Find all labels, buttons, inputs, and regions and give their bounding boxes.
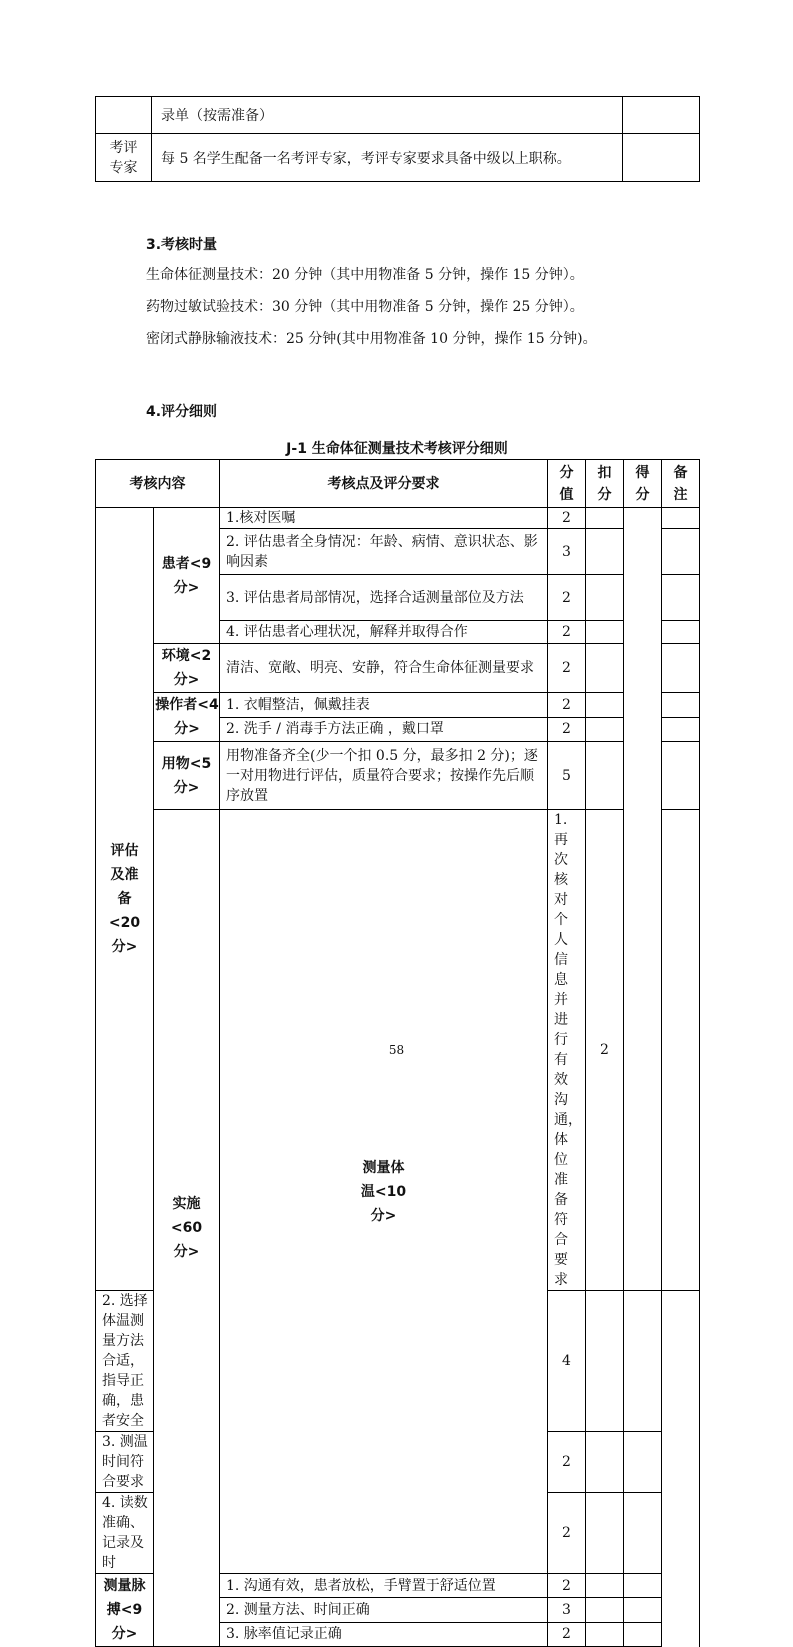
table-row	[96, 693, 700, 718]
note-cell	[662, 644, 700, 693]
item-text: 3. 测温时间符合要求	[96, 1432, 154, 1493]
table-row	[96, 97, 700, 134]
examiner-requirement: 每 5 名学生配备一名考评专家，考评专家要求具备中级以上职称。	[152, 134, 623, 182]
page-number: 58	[388, 1043, 405, 1057]
score-table-title: J-1 生命体征测量技术考核评分细则	[286, 441, 508, 457]
item-text: 2. 评估患者全身情况：年龄、病情、意识状态、影响因素	[220, 529, 548, 575]
item-score: 2	[548, 644, 586, 693]
deduct-cell	[586, 742, 624, 810]
header-note-text: 备注	[673, 464, 688, 503]
subgroup-supplies-label: 用物<5 分>	[161, 755, 212, 796]
item-text: 4. 读数准确、记录及时	[96, 1493, 154, 1574]
item-score: 3	[548, 1598, 586, 1622]
item-score: 2	[548, 1574, 586, 1598]
table-row	[96, 134, 700, 182]
item-text: 2. 选择体温测量方法合适，指导正确，患者安全	[96, 1291, 154, 1432]
deduct-cell	[586, 1291, 624, 1432]
examiner-label	[96, 134, 152, 182]
item-text: 3. 评估患者局部情况，选择合适测量部位及方法	[220, 575, 548, 621]
group-assessment-label: 评估及准备<20分>	[108, 843, 141, 955]
table-row	[96, 644, 700, 693]
item-score: 4	[548, 1291, 586, 1432]
item-score: 2	[548, 1622, 586, 1646]
header-deduct	[586, 460, 624, 508]
group-implementation	[154, 810, 220, 1647]
deduct-cell	[586, 644, 624, 693]
table-header-row	[96, 460, 700, 508]
header-content: 考核内容	[96, 460, 220, 508]
note-cell	[662, 621, 700, 644]
item-text: 清洁、宽敞、明亮、安静，符合生命体征测量要求	[220, 644, 548, 693]
item-score: 3	[548, 529, 586, 575]
exam-info-table	[95, 96, 700, 182]
header-deduct-text: 扣分	[597, 464, 612, 503]
item-score: 2	[548, 717, 586, 742]
table-row	[96, 508, 700, 529]
item-text: 用物准备齐全(少一个扣 0.5 分，最多扣 2 分)；逐一对用物进行评估，质量符合要求；按操作先后顺序放置	[220, 742, 548, 810]
item-text: 2. 洗手 / 消毒手方法正确 ，戴口罩	[220, 717, 548, 742]
subgroup-supplies	[154, 742, 220, 810]
section-heading-duration: 3.考核时量	[146, 237, 218, 253]
item-text: 1. 衣帽整洁，佩戴挂表	[220, 693, 548, 718]
note-cell	[624, 1493, 662, 1574]
note-cell	[662, 693, 700, 718]
header-points: 考核点及评分要求	[220, 460, 548, 508]
note-cell	[624, 1622, 662, 1646]
item-text: 1. 再次核对个人信息并进行有效沟通，体位准备符合要求	[548, 810, 586, 1291]
deduct-cell	[586, 575, 624, 621]
deduct-cell	[586, 1493, 624, 1574]
section-heading-scoring: 4.评分细则	[146, 404, 218, 420]
subgroup-pulse	[96, 1574, 154, 1647]
header-score-text: 分值	[559, 464, 574, 503]
item-score: 2	[548, 621, 586, 644]
duration-line: 药物过敏试验技术：30 分钟（其中用物准备 5 分钟，操作 25 分钟）。	[146, 299, 584, 315]
header-note	[662, 460, 700, 508]
deduct-cell	[586, 1622, 624, 1646]
item-score: 2	[548, 508, 586, 529]
item-score: 2	[548, 1432, 586, 1493]
empty-cell	[623, 97, 700, 134]
subgroup-operator-label: 操作者<4 分>	[155, 697, 219, 737]
item-text: 3. 脉率值记录正确	[220, 1622, 548, 1646]
note-cell	[662, 742, 700, 810]
item-score: 2	[548, 693, 586, 718]
item-text: 2. 测量方法、时间正确	[220, 1598, 548, 1622]
subgroup-pulse-label: 测量脉搏<9 分>	[103, 1578, 146, 1642]
note-cell	[624, 1432, 662, 1493]
duration-line: 密闭式静脉输液技术：25 分钟(其中用物准备 10 分钟，操作 15 分钟)。	[146, 331, 597, 347]
group-assessment	[96, 508, 154, 1291]
subgroup-patient-label: 患者<9 分>	[161, 555, 212, 596]
subgroup-temperature	[220, 810, 548, 1574]
table-row	[96, 742, 700, 810]
header-got	[624, 460, 662, 508]
row-text: 录单（按需准备）	[152, 97, 623, 134]
item-score: 2	[548, 575, 586, 621]
row-label	[96, 97, 152, 134]
subgroup-patient	[154, 508, 220, 644]
deduct-cell	[586, 508, 624, 529]
deduct-cell	[586, 693, 624, 718]
deduct-cell	[586, 1574, 624, 1598]
deduct-cell	[586, 717, 624, 742]
deduct-cell	[586, 529, 624, 575]
note-cell	[662, 575, 700, 621]
got-cell	[624, 508, 662, 1291]
subgroup-environment-label: 环境<2 分>	[161, 648, 212, 688]
note-cell	[662, 508, 700, 529]
item-text: 4. 评估患者心理状况，解释并取得合作	[220, 621, 548, 644]
note-cell	[662, 717, 700, 742]
item-text: 1. 沟通有效，患者放松，手臂置于舒适位置	[220, 1574, 548, 1598]
subgroup-temperature-label: 测量体温<10 分>	[360, 1159, 407, 1224]
item-score: 2	[548, 1493, 586, 1574]
note-cell	[624, 1291, 662, 1432]
note-cell	[624, 1574, 662, 1598]
item-score: 5	[548, 742, 586, 810]
deduct-cell	[586, 1598, 624, 1622]
item-text: 1.核对医嘱	[220, 508, 548, 529]
examiner-label-text: 考评专家	[109, 139, 138, 176]
subgroup-operator	[154, 693, 220, 742]
group-implementation-label: 实施<60分>	[170, 1196, 203, 1260]
deduct-cell	[586, 621, 624, 644]
header-got-text: 得分	[635, 464, 650, 503]
empty-cell	[623, 134, 700, 182]
deduct-cell	[586, 1432, 624, 1493]
subgroup-environment	[154, 644, 220, 693]
duration-line: 生命体征测量技术：20 分钟（其中用物准备 5 分钟，操作 15 分钟）。	[146, 267, 584, 283]
note-cell	[662, 529, 700, 575]
note-cell	[624, 1598, 662, 1622]
item-score: 2	[586, 810, 624, 1291]
header-score	[548, 460, 586, 508]
